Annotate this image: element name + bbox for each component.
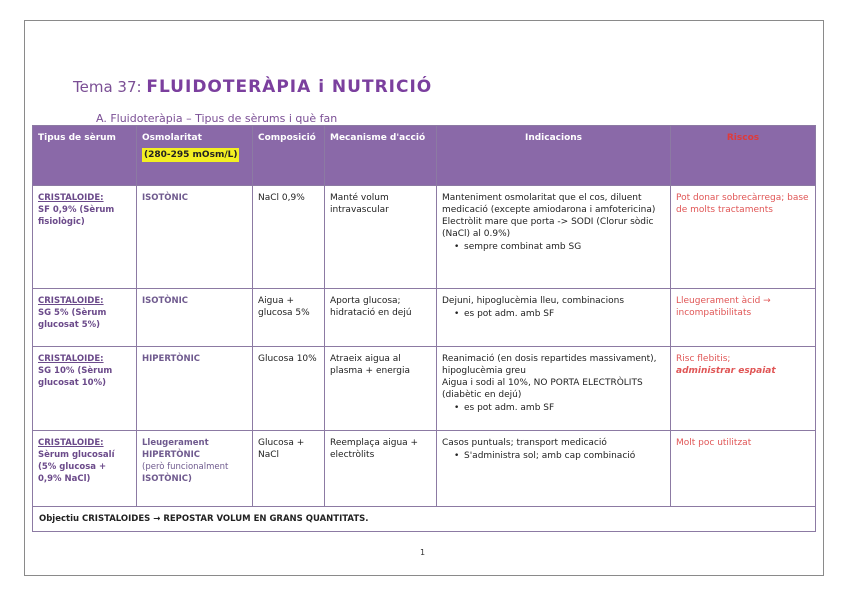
osmolarity-range: (280-295 mOsm/L) (144, 150, 238, 160)
indications-cell: Manteniment osmolaritat que el cos, diluent medicació (excepte amiodarona i amfotericina) Electròlit mare que porta -> SODI (Clorur sòdic (NaCl) al 0.9%) • sempre combinat amb SG (437, 186, 671, 289)
list-item: • es pot adm. amb SF (442, 402, 665, 414)
page-title (73, 77, 432, 97)
osmolarity-cell: ISOTÒNIC (137, 186, 253, 289)
list-item: • sempre combinat amb SG (442, 241, 665, 253)
table-footer-row (33, 507, 816, 532)
header-osmolarity: Osmolaritat (280-295 mOsm/L) (137, 126, 253, 186)
type-cell: CRISTALOIDE: SF 0,9% (Sèrum fisiològic) (33, 186, 137, 289)
mechanism-cell: Reemplaça aigua + electròlits (325, 431, 437, 507)
table-header-row (33, 126, 816, 186)
type-cell: CRISTALOIDE: SG 5% (Sèrum glucosat 5%) (33, 289, 137, 347)
composition-cell: Glucosa + NaCl (253, 431, 325, 507)
topic-number: Tema 37: (73, 78, 142, 96)
risks-cell: Pot donar sobrecàrrega; base de molts tractaments (671, 186, 816, 289)
composition-cell: Glucosa 10% (253, 347, 325, 431)
header-composition: Composició (253, 126, 325, 186)
composition-cell: NaCl 0,9% (253, 186, 325, 289)
osmolarity-cell: ISOTÒNIC (137, 289, 253, 347)
osmolarity-cell: Lleugerament HIPERTÒNIC (però funcionalment ISOTÒNIC) (137, 431, 253, 507)
composition-cell: Aigua + glucosa 5% (253, 289, 325, 347)
mechanism-cell: Aporta glucosa; hidratació en dejú (325, 289, 437, 347)
section-subtitle: A. Fluidoteràpia – Tipus de sèrums i què fan (96, 112, 338, 125)
risks-cell: Lleugerament àcid → incompatibilitats (671, 289, 816, 347)
topic-title: FLUIDOTERÀPIA i NUTRICIÓ (146, 77, 433, 97)
indications-cell: Reanimació (en dosis repartides massivament), hipoglucèmia greu Aigua i sodi al 10%, NO PORTA ELECTRÒLITS (diabètic en dejú) • es pot adm. amb SF (437, 347, 671, 431)
table-row (33, 289, 816, 347)
header-risks: Riscos (671, 126, 816, 186)
risks-cell: Risc flebitis; administrar espaiat (671, 347, 816, 431)
list-item: • S'administra sol; amb cap combinació (442, 450, 665, 462)
table-row (33, 347, 816, 431)
indications-cell: Dejuni, hipoglucèmia lleu, combinacions • es pot adm. amb SF (437, 289, 671, 347)
mechanism-cell: Atraeix aigua al plasma + energia (325, 347, 437, 431)
header-mechanism: Mecanisme d'acció (325, 126, 437, 186)
page-number: 1 (420, 548, 426, 557)
table-row (33, 186, 816, 289)
table-row (33, 431, 816, 507)
osmolarity-cell: HIPERTÒNIC (137, 347, 253, 431)
fluids-table (32, 125, 816, 532)
type-cell: CRISTALOIDE: SG 10% (Sèrum glucosat 10%) (33, 347, 137, 431)
objective-note: Objectiu CRISTALOIDES → REPOSTAR VOLUM EN GRANS QUANTITATS. (33, 507, 816, 532)
indications-cell: Casos puntuals; transport medicació • S'administra sol; amb cap combinació (437, 431, 671, 507)
mechanism-cell: Manté volum intravascular (325, 186, 437, 289)
header-indications: Indicacions (437, 126, 671, 186)
risks-cell: Molt poc utilitzat (671, 431, 816, 507)
type-cell: CRISTALOIDE: Sèrum glucosalí (5% glucosa + 0,9% NaCl) (33, 431, 137, 507)
list-item: • es pot adm. amb SF (442, 308, 665, 320)
header-type: Tipus de sèrum (33, 126, 137, 186)
